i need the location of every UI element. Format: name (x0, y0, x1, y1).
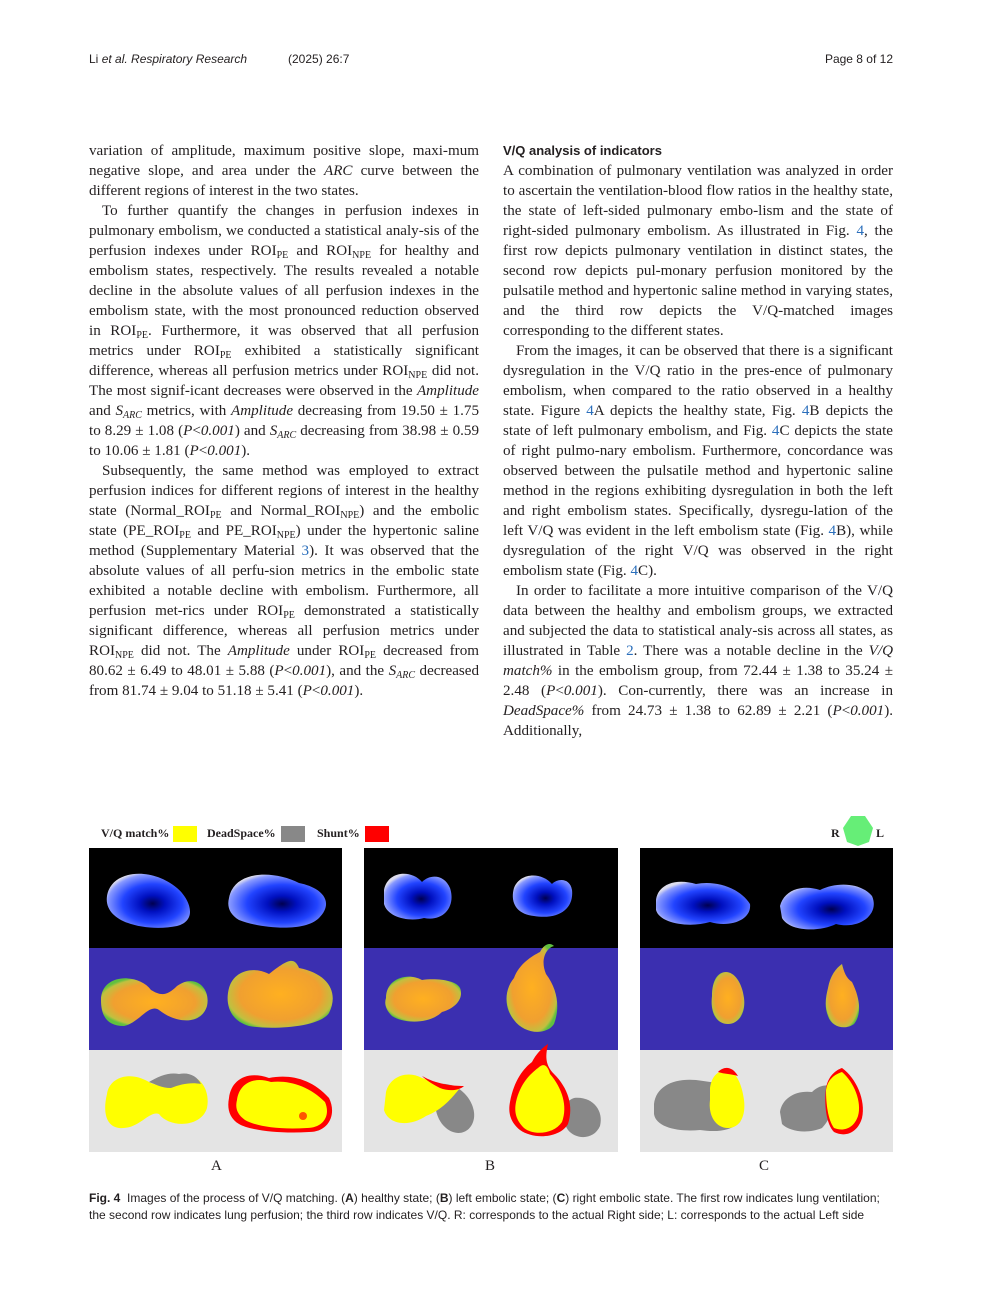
orientation-r-label: R (831, 826, 840, 840)
panel-label-a: A (211, 1158, 222, 1174)
panel-b (364, 848, 618, 1152)
page-number: Page 8 of 12 (824, 52, 893, 66)
caption-label: Fig. 4 (89, 1191, 121, 1205)
legend-vq-label: V/Q match% (101, 826, 170, 840)
panel-c (640, 848, 893, 1152)
legend-shunt-label: Shunt% (317, 826, 360, 840)
legend-shunt-swatch (365, 826, 389, 842)
left-column (89, 141, 479, 701)
legend-vq-swatch (173, 826, 197, 842)
legend-deadspace-swatch (281, 826, 305, 842)
right-paragraph-2: In order to facilitate a more intuitive comparison of the V/Q data between the healthy and embolism groups, we extracted and subjected the data to statistical analy-sis across all states, as illustrated in Table 2. There was a notable decline in the V/Q match% in the embolism group, from 72.44 ± 1.38 to 35.24 ± 2.48 (P<0.001). Con-currently, there was an increase in DeadSpace% from 24.73 ± 1.38 to 62.89 ± 2.21 (P<0.001). Additionally, (503, 583, 893, 739)
panel-label-b: B (485, 1158, 496, 1174)
header-citation: (2025) 26:7 (288, 52, 350, 66)
header-journal: Respiratory Research (131, 52, 248, 66)
left-paragraph-1: To further quantify the changes in perfusion indexes in pulmonary embolism, we conducted a statistical analy-sis of the perfusion indexes under $ROI_{PE}$ and $ROI_{NPE}$ for healthy and embolism states, respectively. The results revealed a notable decline in the absolute values of all perfusion indexes in the embolism state, with the most pronounced reduction observed in $ROI_{PE}$. Furthermore, it was observed that all perfusion metrics under $ROI_{PE}$ exhibited a statistically significant difference, whereas all perfusion metrics under $ROI_{NPE}$ did not. The most signif-icant decreases were observed in the Amplitude and $S_{ARC}$ metrics, with Amplitude decreasing from 19.50 ± 1.75 to 8.29 ± 1.08 (P<0.001) and $S_{ARC}$ decreasing from 38.98 ± 0.59 to 10.06 ± 1.81 (P<0.001). (89, 203, 480, 459)
section-heading: V/Q analysis of indicators (503, 143, 662, 158)
orientation-marker (841, 814, 875, 848)
panel-a (89, 848, 342, 1152)
running-header (89, 52, 247, 66)
panel-label-c: C (759, 1158, 770, 1174)
left-paragraph-2: Subsequently, the same method was employed to extract perfusion indices for different regions of interest in the healthy state ($Normal\_ROI_{PE}$ and $Normal\_ROI_{NPE}$) and the embolic state ($PE\_ROI_{PE}$ and $PE\_ROI_{NPE}$) under the hypertonic saline method (Supplementary Material 3). It was observed that the absolute values of all perfu-sion metrics in the embolic state exhibited a notable decline with embolism. Furthermore, all perfusion met-rics under $ROI_{PE}$ demonstrated a statistically significant difference, whereas all perfusion metrics under $ROI_{NPE}$ did not. The Amplitude under $ROI_{PE}$ decreased from 80.62 ± 6.49 to 48.01 ± 5.88 (P<0.001), and the $S_{ARC}$ decreased from 81.74 ± 9.04 to 51.18 ± 5.41 (P<0.001). (89, 463, 480, 699)
right-paragraph-1: From the images, it can be observed that there is a significant dysregulation in the V/Q ratio in the pres-ence of pulmonary embolism, when compared to the ratio observed in a healthy state. Figure 4A depicts the healthy state, Fig. 4B depicts the state of left pulmonary embolism, and Fig. 4C depicts the state of right pulmo-nary embolism. Furthermore, concordance was observed between the pulsatile method and hypertonic saline method in the regions exhibiting dysregulation in both the left and right embolism states. Specifically, dysregu-lation of the left V/Q was evident in the left embolism state (Fig. 4B), while dysregulation of the right V/Q was observed in the right embolism state (Fig. 4C). (503, 343, 894, 579)
figure-4 (89, 818, 893, 1178)
caption-text: Images of the process of V/Q matching. (A) healthy state; (B) left embolic state; (C) right embolic state. The first row indicates lung ventilation; the second row indicates lung perfusion; the third row indicates V/Q. R: corresponds to the actual Right side; L: corresponds to the actual Left side (89, 1191, 880, 1222)
legend-deadspace-label: DeadSpace% (207, 826, 276, 840)
header-etal: et al. (101, 52, 128, 66)
header-authors: Li (89, 52, 99, 66)
right-column (503, 141, 893, 741)
orientation-l-label: L (876, 826, 885, 840)
figure-caption (89, 1190, 895, 1224)
left-paragraph-0: variation of amplitude, maximum positive slope, maxi-mum negative slope, and area under the ARC curve between the different regions of interest in the two states. (89, 143, 479, 199)
right-paragraph-0: A combination of pulmonary ventilation was analyzed in order to ascertain the ventilation-blood flow ratios in the healthy state, the state of left-sided pulmonary embo-lism and the state of right-sided pulmonary embolism. As illustrated in Fig. 4, the first row depicts pulmonary ventilation in distinct states, the second row depicts pul-monary perfusion monitored by the pulsatile method and hypertonic saline method in varying states, and the third row depicts the V/Q-matched images corresponding to the different states. (503, 163, 893, 339)
